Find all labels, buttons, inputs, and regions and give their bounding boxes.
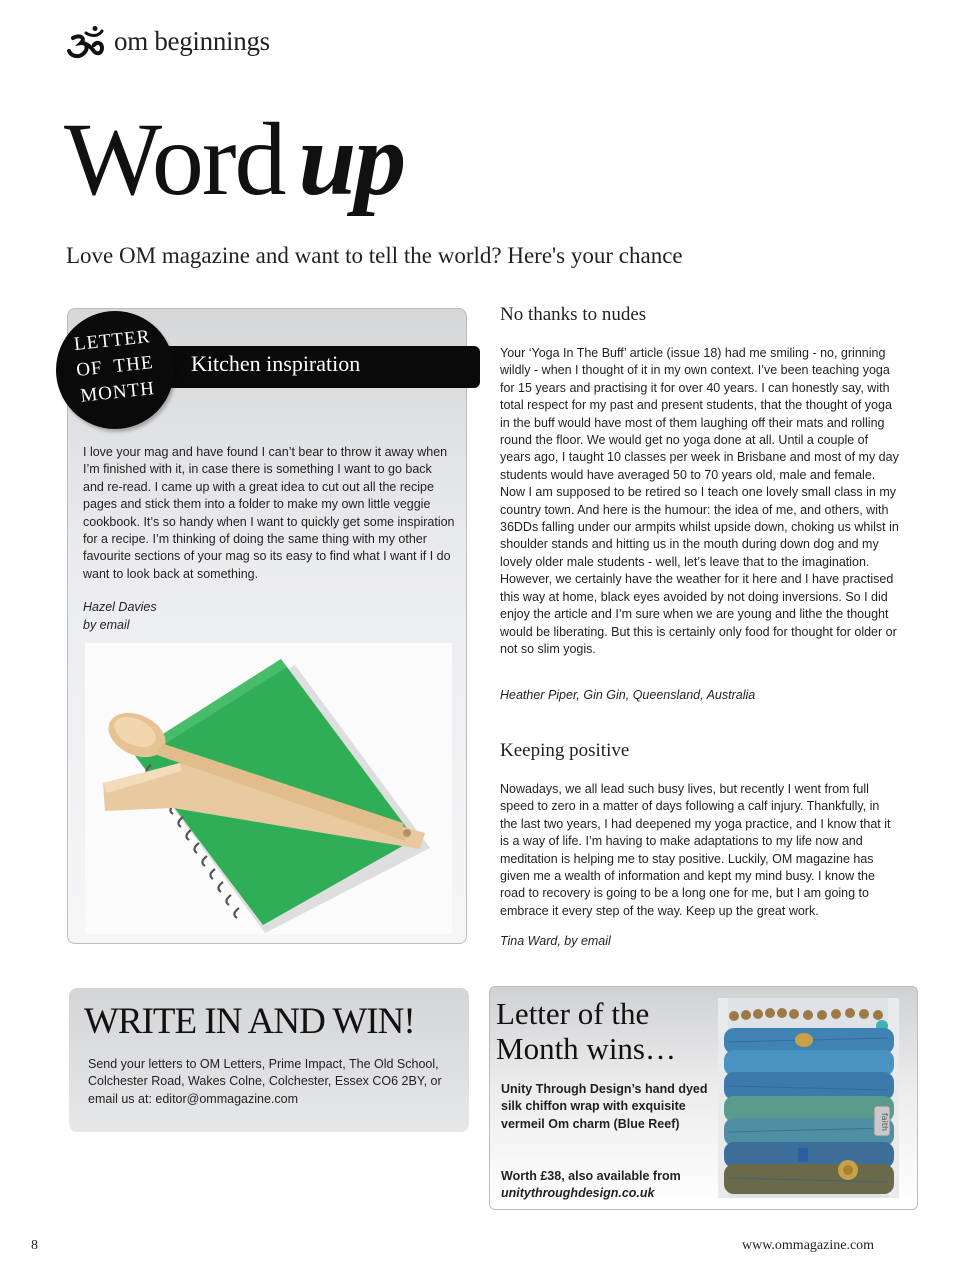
prize-title: Letter of the Month wins… [496,996,676,1066]
prize-description: Unity Through Design’s hand dyed silk chiffon wrap with exquisite vermeil Om charm (Blue Reef) [501,1082,708,1131]
badge-line-3: MONTH [79,378,156,407]
letter-of-month-signoff-via: by email [83,618,130,632]
prize-url: unitythroughdesign.co.uk [501,1186,655,1201]
letter-of-month-title: Kitchen inspiration [191,351,361,376]
badge-line-2: OF THE [75,352,155,381]
letter-body: Your ‘Yoga In The Buff’ article (issue 18) had me smiling - no, grinning wildly - when I thought of it in my own context. I’ve been teaching yoga for 15 years and practising it for over 40 years. I can honestly say, with total respect for my past and present students, that the thought of yoga in the buff would have most of them laughing off their mats and rolling round the floor. We would get no yoga done at all. Until a couple of years ago, I taught 10 classes per week in Brisbane and most of my day students would have averaged 50 to 70 years old, male and female. Now I am supposed to be retired so I teach one lovely small class in my country town. And here is the humour: the idea of me, and others, with 36DDs falling under our armpits whilst upside down, choking us whilst in shoulder stands and hitting us in the mouth during down dog and my lovely older male students - well, let’s leave that to the imagination. However, we certainly have the weather for it here and I have practised this way at home, black eyes avoided by not doing inversions. So I did enjoy the article and I’m sure when we are young and lithe the thought would be liberating. But this is certainly only food for thought for older or not so slim yogis. [500,346,899,656]
letter-signoff: Heather Piper, Gin Gin, Queensland, Australia [500,688,756,702]
page-number: 8 [31,1238,38,1253]
letter-heading: Keeping positive [500,740,630,761]
letter-of-month-badge-text [58,323,172,412]
letter-signoff: Tina Ward, by email [500,934,611,948]
prize-worth [501,1168,716,1203]
strapline: Love OM magazine and want to tell the world? Here's your chance [66,243,683,268]
letter-of-month-signoff-name: Hazel Davies [83,600,157,614]
letter-body: Nowadays, we all lead such busy lives, but recently I went from full speed to zero in a matter of days following a calf injury. Thankfully, in the last two years, I had deepened my yoga practice, and I know that it is a way of life. I’m having to make adaptations to my life now and meditation is helping me to stay positive. Luckily, OM magazine has given me a wealth of information and kept my mind busy. I know the road to recovery is going to be a long one for me, but I am going to embrace it every step of the way. Keep up the great work. [500,782,891,918]
website-url: www.ommagazine.com [742,1238,875,1253]
page-title-main: Word [64,102,285,217]
write-in-title: WRITE IN AND WIN! [84,1001,415,1042]
silk-wrap-bracelet-photo [718,998,899,1198]
notebook-spoon-photo [85,643,452,934]
om-symbol-icon [66,26,106,64]
section-label: om beginnings [114,26,270,56]
badge-line-1: LETTER [72,326,152,356]
letter-of-month-body: I love your mag and have found I can’t bear to throw it away when I’m finished with it, in case there is something I want to go back and re-read. I came up with a great idea to cut out all the recipe pages and stick them into a folder to make my own little veggie cookbook. It’s so handy when I want to quickly get some inspiration for a recipe. I’m thinking of doing the same thing with my other favourite sections of your mag so its easy to find what I want if I do want to look back at something. [83,445,455,581]
letter-heading: No thanks to nudes [500,304,647,325]
bracelet-tag-text: faith [880,1112,889,1132]
page-title-emphasis: up [298,102,405,217]
prize-worth-text: Worth £38, also available from [501,1169,681,1183]
page-title [64,102,405,217]
write-in-address: Send your letters to OM Letters, Prime Impact, The Old School, Colchester Road, Wakes Colne, Colchester, Essex CO6 2BY, or email us at: editor@ommagazine.com [88,1057,442,1106]
